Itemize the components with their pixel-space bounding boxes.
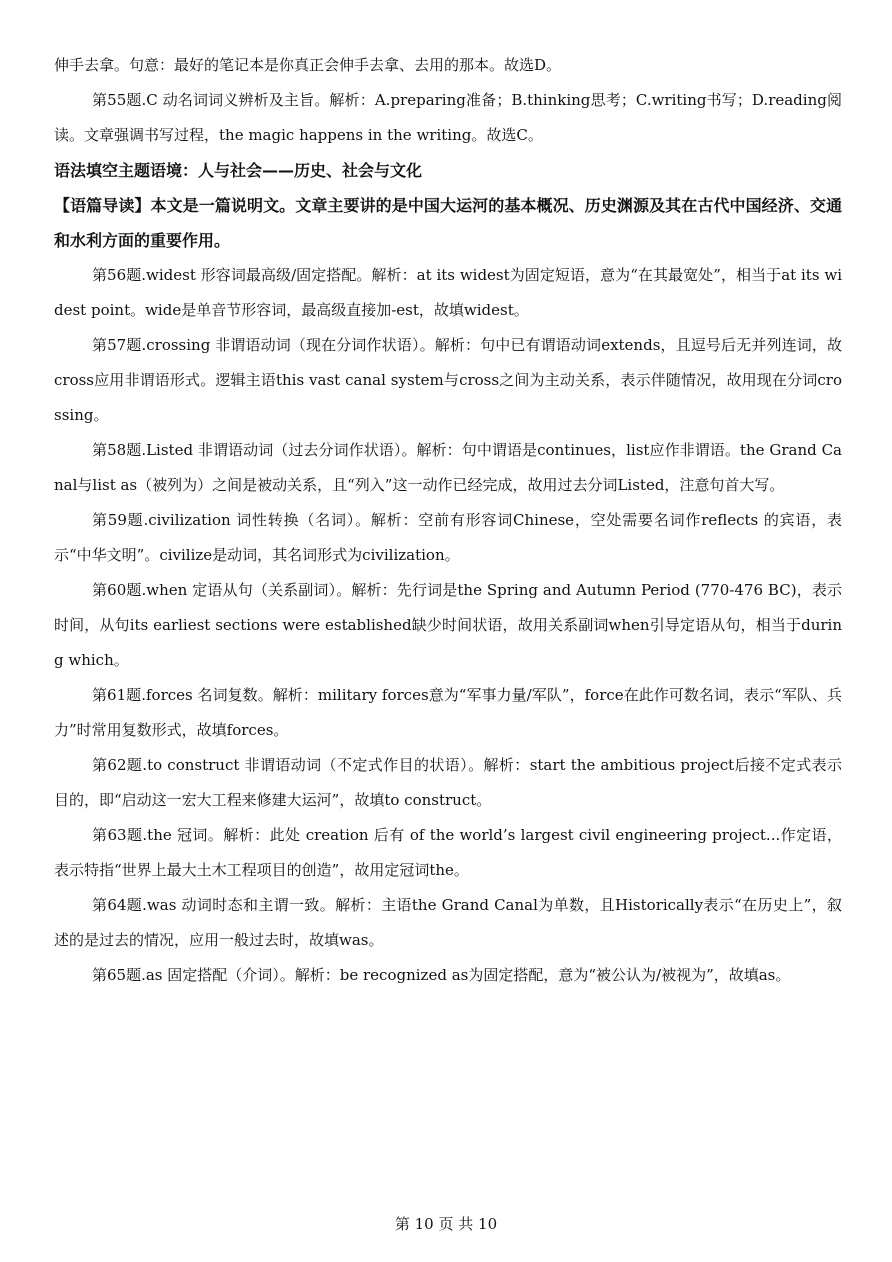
answer-65: 第65题.as 固定搭配（介词）。解析：be recognized as为固定搭配，意为“被公认为/被视为”，故填as。 [92, 966, 791, 984]
answer-60: 第60题.when 定语从句（关系副词）。解析：先行词是the Spring and Autumn Period (770-476 BC)，表示时间，从句its earliest sections were established缺少时间状语，故用关系副词when引导定语从句，相当于during which。 [54, 581, 842, 669]
answer-64: 第64题.was 动词时态和主谓一致。解析：主语the Grand Canal为单数，且Historically表示“在历史上”，叙述的是过去的情况，应用一般过去时，故填was。 [54, 896, 842, 949]
paragraph-continuation: 伸手去拿。句意：最好的笔记本是你真正会伸手去拿、去用的那本。故选D。 [54, 56, 562, 74]
answer-63: 第63题.the 冠词。解析：此处 creation 后有 of the world’s largest civil engineering project...作定语，表示特指“世界上最大土木工程项目的创造”，故用定冠词the。 [54, 826, 842, 879]
page-footer: 第 10 页 共 10 [394, 1215, 498, 1233]
answer-62: 第62题.to construct 非谓语动词（不定式作目的状语）。解析：start the ambitious project后接不定式表示目的，即“启动这一宏大工程来修建大运河”，故填to construct。 [54, 756, 842, 809]
answer-57: 第57题.crossing 非谓语动词（现在分词作状语）。解析：句中已有谓语动词extends，且逗号后无并列连词，故cross应用非谓语形式。逻辑主语this vast canal system与cross之间为主动关系，表示伴随情况，故用现在分词crossing。 [54, 336, 842, 424]
passage-guide: 【语篇导读】本文是一篇说明文。文章主要讲的是中国大运河的基本概况、历史渊源及其在古代中国经济、交通和水利方面的重要作用。 [54, 196, 842, 250]
answer-58: 第58题.Listed 非谓语动词（过去分词作状语）。解析：句中谓语是continues，list应作非谓语。the Grand Canal与list as（被列为）之间是被动关系，且“列入”这一动作已经完成，故用过去分词Listed，注意句首大写。 [54, 441, 842, 494]
answer-55: 第55题.C 动名词词义辨析及主旨。解析：A.preparing准备；B.thinking思考；C.writing书写；D.reading阅读。文章强调书写过程，the magic happens in the writing。故选C。 [54, 91, 842, 144]
section-title: 语法填空主题语境：人与社会——历史、社会与文化 [54, 161, 423, 180]
answer-61: 第61题.forces 名词复数。解析：military forces意为“军事力量/军队”，force在此作可数名词，表示“军队、兵力”时常用复数形式，故填forces。 [54, 686, 842, 739]
document-page [54, 48, 842, 993]
answer-56: 第56题.widest 形容词最高级/固定搭配。解析：at its widest为固定短语，意为“在其最宽处”，相当于at its widest point。wide是单音节形容词，最高级直接加-est，故填widest。 [54, 266, 842, 319]
answer-59: 第59题.civilization 词性转换（名词）。解析：空前有形容词Chinese，空处需要名词作reflects 的宾语，表示“中华文明”。civilize是动词，其名词形式为civilization。 [54, 511, 842, 564]
